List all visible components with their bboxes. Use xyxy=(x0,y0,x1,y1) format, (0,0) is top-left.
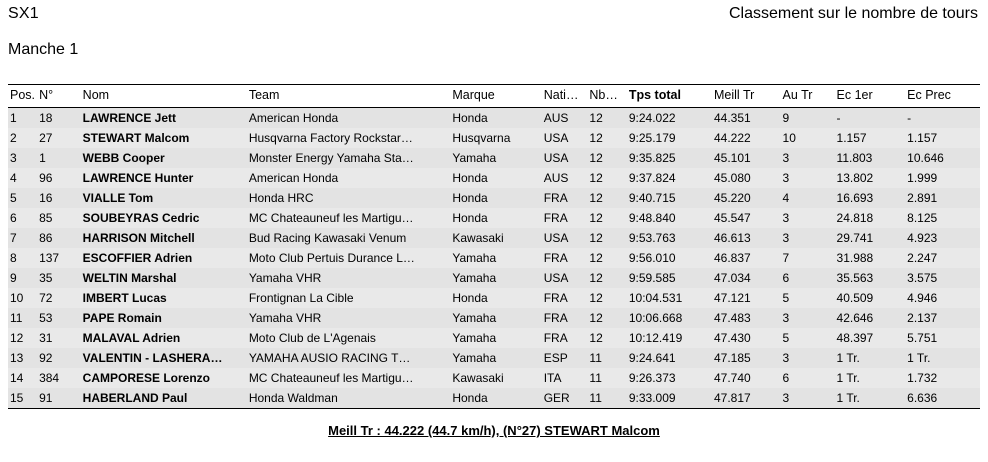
cell-name: HABERLAND Paul xyxy=(82,391,188,405)
cell-best-lap: 47.483 xyxy=(714,311,751,325)
cell-laps: 12 xyxy=(589,131,603,145)
cell-name: WEBB Cooper xyxy=(82,151,165,165)
cell-nationality: ITA xyxy=(543,371,562,385)
table-row xyxy=(8,288,980,308)
column-header-number: N° xyxy=(37,85,81,108)
cell-gap-prev: 1.732 xyxy=(907,371,938,385)
column-header-nationality: Nati… xyxy=(542,85,588,108)
cell-brand: Kawasaki xyxy=(452,231,504,245)
page-title: SX1 xyxy=(8,5,39,22)
cell-laps: 11 xyxy=(589,391,602,405)
column-header-gap-first: Ec 1er xyxy=(835,85,906,108)
cell-nationality: USA xyxy=(543,231,569,245)
table-row xyxy=(8,368,980,388)
cell-nationality: FRA xyxy=(543,191,568,205)
cell-pos: 1 xyxy=(10,111,17,125)
cell-number: 1 xyxy=(39,151,46,165)
cell-best-lap-number: 3 xyxy=(782,171,790,185)
cell-best-lap-number: 3 xyxy=(782,211,790,225)
cell-pos: 11 xyxy=(10,311,23,325)
classification-title: Classement sur le nombre de tours xyxy=(729,5,978,22)
cell-laps: 11 xyxy=(589,371,602,385)
cell-nationality: USA xyxy=(543,151,569,165)
results-table-wrap xyxy=(8,84,980,409)
cell-name: LAWRENCE Jett xyxy=(82,111,177,125)
cell-gap-first: 1 Tr. xyxy=(836,351,860,365)
cell-team: Husqvarna Factory Rockstar… xyxy=(248,131,413,145)
cell-best-lap: 44.222 xyxy=(714,131,751,145)
cell-number: 27 xyxy=(39,131,53,145)
table-row xyxy=(8,148,980,168)
cell-gap-prev: 1 Tr. xyxy=(907,351,931,365)
cell-best-lap: 47.817 xyxy=(714,391,751,405)
cell-total-time: 9:26.373 xyxy=(628,371,676,385)
cell-team: Frontignan La Cible xyxy=(248,291,354,305)
cell-brand: Honda xyxy=(452,111,488,125)
cell-pos: 15 xyxy=(10,391,24,405)
cell-total-time: 9:24.022 xyxy=(628,111,676,125)
cell-gap-prev: 4.946 xyxy=(907,291,938,305)
cell-total-time: 9:33.009 xyxy=(628,391,676,405)
column-header-pos: Pos. xyxy=(8,85,37,108)
column-header-brand: Marque xyxy=(450,85,541,108)
cell-team: Moto Club Pertuis Durance L… xyxy=(248,251,415,265)
cell-name: PAPE Romain xyxy=(82,311,162,325)
cell-laps: 12 xyxy=(589,231,603,245)
cell-nationality: ESP xyxy=(543,351,568,365)
cell-gap-prev: 6.636 xyxy=(907,391,938,405)
column-header-team: Team xyxy=(247,85,451,108)
cell-pos: 6 xyxy=(10,211,17,225)
column-header-best-lap-number: Au Tr xyxy=(781,85,835,108)
cell-pos: 4 xyxy=(10,171,17,185)
table-row xyxy=(8,308,980,328)
cell-number: 35 xyxy=(39,271,53,285)
cell-team: Honda Waldman xyxy=(248,391,338,405)
best-lap-footer-text: Meill Tr : 44.222 (44.7 km/h), (N°27) STEWART Malcom xyxy=(328,423,660,438)
cell-laps: 12 xyxy=(589,151,603,165)
cell-number: 92 xyxy=(39,351,53,365)
table-row xyxy=(8,208,980,228)
cell-best-lap-number: 5 xyxy=(782,291,790,305)
cell-name: SOUBEYRAS Cedric xyxy=(82,211,200,225)
cell-pos: 5 xyxy=(10,191,17,205)
cell-total-time: 9:40.715 xyxy=(628,191,676,205)
cell-gap-prev: 2.247 xyxy=(907,251,938,265)
cell-number: 16 xyxy=(39,191,53,205)
column-header-gap-prev: Ec Prec xyxy=(905,85,980,108)
cell-gap-first: 13.802 xyxy=(836,171,874,185)
table-row xyxy=(8,228,980,248)
cell-gap-first: 16.693 xyxy=(836,191,874,205)
column-header-laps: Nb… xyxy=(587,85,626,108)
cell-gap-prev: 3.575 xyxy=(907,271,938,285)
cell-laps: 12 xyxy=(589,111,603,125)
cell-laps: 12 xyxy=(589,211,603,225)
cell-team: Honda HRC xyxy=(248,191,314,205)
cell-number: 137 xyxy=(39,251,60,265)
cell-laps: 12 xyxy=(589,311,603,325)
cell-name: HARRISON Mitchell xyxy=(82,231,195,245)
cell-best-lap: 47.185 xyxy=(714,351,751,365)
cell-best-lap-number: 10 xyxy=(782,131,796,145)
cell-nationality: AUS xyxy=(543,111,569,125)
table-header-row xyxy=(8,85,980,108)
cell-best-lap-number: 3 xyxy=(782,231,790,245)
table-row xyxy=(8,248,980,268)
cell-brand: Honda xyxy=(452,391,488,405)
cell-team: American Honda xyxy=(248,171,339,185)
best-lap-footer xyxy=(8,423,980,438)
cell-team: Monster Energy Yamaha Sta… xyxy=(248,151,414,165)
cell-best-lap: 45.101 xyxy=(714,151,751,165)
cell-best-lap-number: 3 xyxy=(782,351,790,365)
cell-best-lap-number: 6 xyxy=(782,371,790,385)
table-row xyxy=(8,388,980,408)
cell-laps: 12 xyxy=(589,331,603,345)
cell-best-lap-number: 7 xyxy=(782,251,790,265)
cell-gap-first: 29.741 xyxy=(836,231,874,245)
cell-number: 85 xyxy=(39,211,53,225)
cell-best-lap-number: 4 xyxy=(782,191,790,205)
cell-nationality: FRA xyxy=(543,251,568,265)
cell-total-time: 9:53.763 xyxy=(628,231,676,245)
cell-gap-prev: - xyxy=(907,111,912,125)
cell-pos: 3 xyxy=(10,151,17,165)
table-row xyxy=(8,188,980,208)
cell-gap-prev: 5.751 xyxy=(907,331,938,345)
cell-total-time: 9:48.840 xyxy=(628,211,676,225)
cell-best-lap: 45.220 xyxy=(714,191,751,205)
cell-number: 18 xyxy=(39,111,53,125)
cell-gap-first: 40.509 xyxy=(836,291,874,305)
cell-name: STEWART Malcom xyxy=(82,131,190,145)
cell-gap-prev: 8.125 xyxy=(907,211,938,225)
cell-gap-first: 1.157 xyxy=(836,131,867,145)
cell-best-lap: 47.740 xyxy=(714,371,751,385)
cell-laps: 12 xyxy=(589,291,603,305)
cell-best-lap-number: 5 xyxy=(782,331,790,345)
cell-brand: Honda xyxy=(452,191,488,205)
cell-gap-first: 35.563 xyxy=(836,271,874,285)
cell-best-lap-number: 3 xyxy=(782,151,790,165)
cell-gap-prev: 2.891 xyxy=(907,191,938,205)
cell-total-time: 9:56.010 xyxy=(628,251,676,265)
cell-total-time: 10:12.419 xyxy=(628,331,683,345)
cell-gap-prev: 1.999 xyxy=(907,171,938,185)
cell-best-lap: 46.613 xyxy=(714,231,751,245)
cell-name: ESCOFFIER Adrien xyxy=(82,251,193,265)
cell-gap-first: - xyxy=(836,111,841,125)
cell-number: 86 xyxy=(39,231,53,245)
cell-brand: Kawasaki xyxy=(452,371,504,385)
cell-team: MC Chateauneuf les Martigu… xyxy=(248,211,414,225)
cell-pos: 2 xyxy=(10,131,17,145)
cell-brand: Honda xyxy=(452,171,488,185)
cell-team: Yamaha VHR xyxy=(248,311,322,325)
cell-best-lap: 47.121 xyxy=(714,291,751,305)
cell-name: VIALLE Tom xyxy=(82,191,154,205)
table-row xyxy=(8,348,980,368)
cell-team: American Honda xyxy=(248,111,339,125)
cell-best-lap: 46.837 xyxy=(714,251,751,265)
cell-best-lap: 44.351 xyxy=(714,111,751,125)
cell-laps: 12 xyxy=(589,171,603,185)
cell-brand: Yamaha xyxy=(452,331,497,345)
cell-gap-first: 24.818 xyxy=(836,211,874,225)
table-header xyxy=(8,85,980,108)
cell-nationality: FRA xyxy=(543,291,568,305)
cell-best-lap: 47.430 xyxy=(714,331,751,345)
cell-total-time: 9:37.824 xyxy=(628,171,676,185)
cell-pos: 13 xyxy=(10,351,24,365)
cell-total-time: 9:35.825 xyxy=(628,151,676,165)
cell-name: LAWRENCE Hunter xyxy=(82,171,194,185)
cell-number: 384 xyxy=(39,371,60,385)
cell-laps: 11 xyxy=(589,351,602,365)
cell-team: YAMAHA AUSIO RACING T… xyxy=(248,351,411,365)
cell-nationality: AUS xyxy=(543,171,569,185)
cell-gap-first: 42.646 xyxy=(836,311,874,325)
results-table xyxy=(8,84,980,408)
cell-brand: Yamaha xyxy=(452,311,497,325)
cell-name: VALENTIN - LASHERA… xyxy=(82,351,223,365)
cell-pos: 8 xyxy=(10,251,17,265)
cell-brand: Yamaha xyxy=(452,251,497,265)
cell-laps: 12 xyxy=(589,271,603,285)
cell-gap-first: 31.988 xyxy=(836,251,874,265)
cell-total-time: 10:06.668 xyxy=(628,311,683,325)
cell-gap-first: 11.803 xyxy=(836,151,873,165)
cell-laps: 12 xyxy=(589,191,603,205)
cell-best-lap: 47.034 xyxy=(714,271,751,285)
cell-total-time: 10:04.531 xyxy=(628,291,683,305)
cell-gap-prev: 2.137 xyxy=(907,311,938,325)
table-bottom-divider xyxy=(8,408,980,409)
cell-name: CAMPORESE Lorenzo xyxy=(82,371,211,385)
cell-number: 53 xyxy=(39,311,53,325)
column-header-name: Nom xyxy=(81,85,247,108)
cell-pos: 12 xyxy=(10,331,24,345)
cell-nationality: FRA xyxy=(543,211,568,225)
cell-brand: Honda xyxy=(452,211,488,225)
cell-pos: 14 xyxy=(10,371,24,385)
table-row xyxy=(8,268,980,288)
cell-nationality: USA xyxy=(543,131,569,145)
cell-name: MALAVAL Adrien xyxy=(82,331,181,345)
cell-best-lap: 45.080 xyxy=(714,171,751,185)
cell-brand: Husqvarna xyxy=(452,131,511,145)
cell-brand: Honda xyxy=(452,291,488,305)
cell-nationality: GER xyxy=(543,391,570,405)
cell-nationality: FRA xyxy=(543,311,568,325)
table-row xyxy=(8,328,980,348)
cell-team: Moto Club de L'Agenais xyxy=(248,331,376,345)
table-row xyxy=(8,108,980,129)
cell-gap-prev: 1.157 xyxy=(907,131,938,145)
column-header-best-lap: Meill Tr xyxy=(712,85,781,108)
cell-nationality: FRA xyxy=(543,331,568,345)
cell-best-lap-number: 9 xyxy=(782,111,790,125)
cell-brand: Yamaha xyxy=(452,151,497,165)
cell-brand: Yamaha xyxy=(452,351,497,365)
cell-gap-first: 1 Tr. xyxy=(836,371,860,385)
cell-name: IMBERT Lucas xyxy=(82,291,167,305)
race-subtitle: Manche 1 xyxy=(8,41,79,58)
page-header xyxy=(8,0,980,24)
cell-total-time: 9:25.179 xyxy=(628,131,676,145)
cell-best-lap-number: 3 xyxy=(782,391,790,405)
cell-best-lap: 45.547 xyxy=(714,211,751,225)
table-row xyxy=(8,128,980,148)
cell-best-lap-number: 6 xyxy=(782,271,790,285)
cell-nationality: USA xyxy=(543,271,569,285)
cell-number: 72 xyxy=(39,291,53,305)
cell-laps: 12 xyxy=(589,251,603,265)
cell-gap-prev: 10.646 xyxy=(907,151,944,165)
table-row xyxy=(8,168,980,188)
cell-number: 91 xyxy=(39,391,53,405)
cell-number: 96 xyxy=(39,171,53,185)
cell-team: Bud Racing Kawasaki Venum xyxy=(248,231,407,245)
table-body xyxy=(8,108,980,409)
cell-gap-first: 48.397 xyxy=(836,331,874,345)
cell-number: 31 xyxy=(39,331,53,345)
cell-gap-prev: 4.923 xyxy=(907,231,938,245)
cell-brand: Yamaha xyxy=(452,271,497,285)
cell-total-time: 9:24.641 xyxy=(628,351,676,365)
column-header-total-time: Tps total xyxy=(627,85,712,108)
cell-gap-first: 1 Tr. xyxy=(836,391,860,405)
cell-pos: 9 xyxy=(10,271,17,285)
cell-team: MC Chateauneuf les Martigu… xyxy=(248,371,414,385)
cell-name: WELTIN Marshal xyxy=(82,271,177,285)
cell-total-time: 9:59.585 xyxy=(628,271,676,285)
cell-pos: 10 xyxy=(10,291,24,305)
cell-best-lap-number: 3 xyxy=(782,311,790,325)
cell-team: Yamaha VHR xyxy=(248,271,322,285)
cell-pos: 7 xyxy=(10,231,17,245)
